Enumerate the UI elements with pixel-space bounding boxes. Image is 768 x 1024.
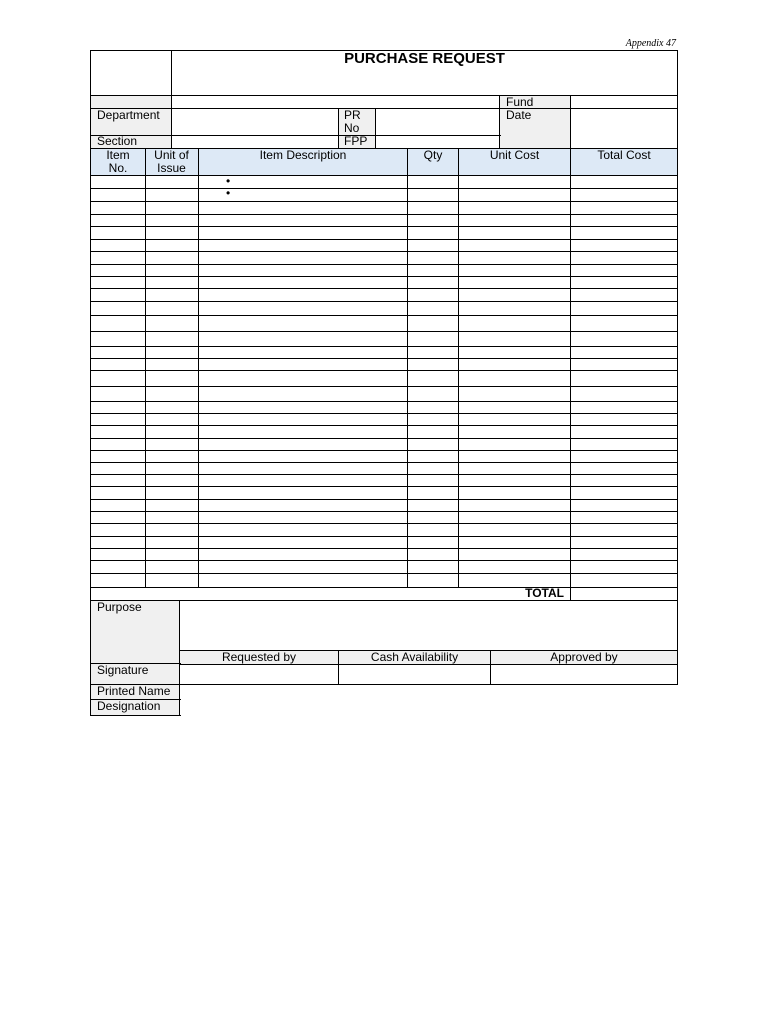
grid-line bbox=[499, 95, 500, 149]
table-col-line bbox=[198, 148, 199, 588]
approved-by-header: Approved by bbox=[550, 650, 618, 664]
col-item-description: Item Description bbox=[259, 148, 347, 162]
department-label: Department bbox=[97, 108, 160, 122]
grid-line bbox=[376, 135, 501, 136]
purpose-label: Purpose bbox=[97, 600, 142, 614]
table-row-line bbox=[90, 288, 678, 289]
table-row-line bbox=[90, 214, 678, 215]
col-total-cost: Total Cost bbox=[597, 148, 651, 162]
total-label: TOTAL bbox=[525, 586, 564, 600]
grid-line bbox=[90, 108, 678, 109]
grid-line bbox=[570, 95, 571, 149]
fpp-label: FPP bbox=[344, 134, 368, 148]
table-row-line bbox=[90, 276, 678, 277]
table-col-line bbox=[407, 148, 408, 588]
table-row-line bbox=[90, 188, 678, 189]
table-row-line bbox=[90, 226, 678, 227]
table-row-line bbox=[90, 425, 678, 426]
table-row-line bbox=[90, 239, 678, 240]
col-unit-cost: Unit Cost bbox=[489, 148, 540, 162]
grid-line bbox=[375, 108, 376, 149]
table-row-line bbox=[90, 413, 678, 414]
table-row-line bbox=[90, 573, 678, 574]
table-row-line bbox=[90, 251, 678, 252]
col-item-no: Item No. bbox=[106, 148, 130, 175]
table-row-line bbox=[90, 301, 678, 302]
grid-line bbox=[677, 50, 678, 685]
table-row-line bbox=[90, 511, 678, 512]
table-row-line bbox=[90, 315, 678, 316]
table-row-line bbox=[90, 486, 678, 487]
grid-line bbox=[90, 715, 181, 716]
section-label: Section bbox=[97, 134, 138, 148]
table-row-line bbox=[90, 587, 678, 588]
description-bullet: • bbox=[226, 186, 231, 200]
grid-line bbox=[180, 664, 678, 665]
table-row-line bbox=[90, 370, 678, 371]
table-row-line bbox=[90, 474, 678, 475]
table-row-line bbox=[90, 499, 678, 500]
table-row-line bbox=[90, 264, 678, 265]
table-row-line bbox=[90, 401, 678, 402]
signature-label: Signature bbox=[97, 663, 149, 677]
table-row-line bbox=[90, 560, 678, 561]
grid-line bbox=[90, 95, 678, 96]
table-row-line bbox=[90, 175, 678, 176]
requested-by-header: Requested by bbox=[221, 650, 297, 664]
appendix-label: Appendix 47 bbox=[625, 38, 676, 49]
fund-label: Fund bbox=[506, 95, 534, 109]
printed-name-label: Printed Name bbox=[97, 684, 171, 698]
page-title: PURCHASE REQUEST bbox=[344, 50, 505, 67]
col-qty: Qty bbox=[423, 148, 443, 162]
table-row-line bbox=[90, 450, 678, 451]
table-row-line bbox=[90, 462, 678, 463]
description-bullet: • bbox=[226, 174, 231, 188]
table-row-line bbox=[90, 548, 678, 549]
table-col-line bbox=[570, 148, 571, 601]
pr-no-label: PR No bbox=[344, 108, 361, 135]
table-col-line bbox=[145, 148, 146, 588]
table-row-line bbox=[90, 386, 678, 387]
table-row-line bbox=[90, 523, 678, 524]
table-row-line bbox=[90, 201, 678, 202]
designation-label: Designation bbox=[97, 699, 161, 713]
grid-line bbox=[90, 50, 91, 716]
date-label: Date bbox=[506, 108, 532, 122]
cash-availability-header: Cash Availability bbox=[370, 650, 459, 664]
table-col-line bbox=[458, 148, 459, 588]
grid-line bbox=[338, 108, 339, 149]
table-row-line bbox=[90, 536, 678, 537]
table-row-line bbox=[90, 346, 678, 347]
col-unit-of-issue: Unit of Issue bbox=[154, 148, 189, 175]
table-row-line bbox=[90, 331, 678, 332]
table-row-line bbox=[90, 438, 678, 439]
table-row-line bbox=[90, 358, 678, 359]
